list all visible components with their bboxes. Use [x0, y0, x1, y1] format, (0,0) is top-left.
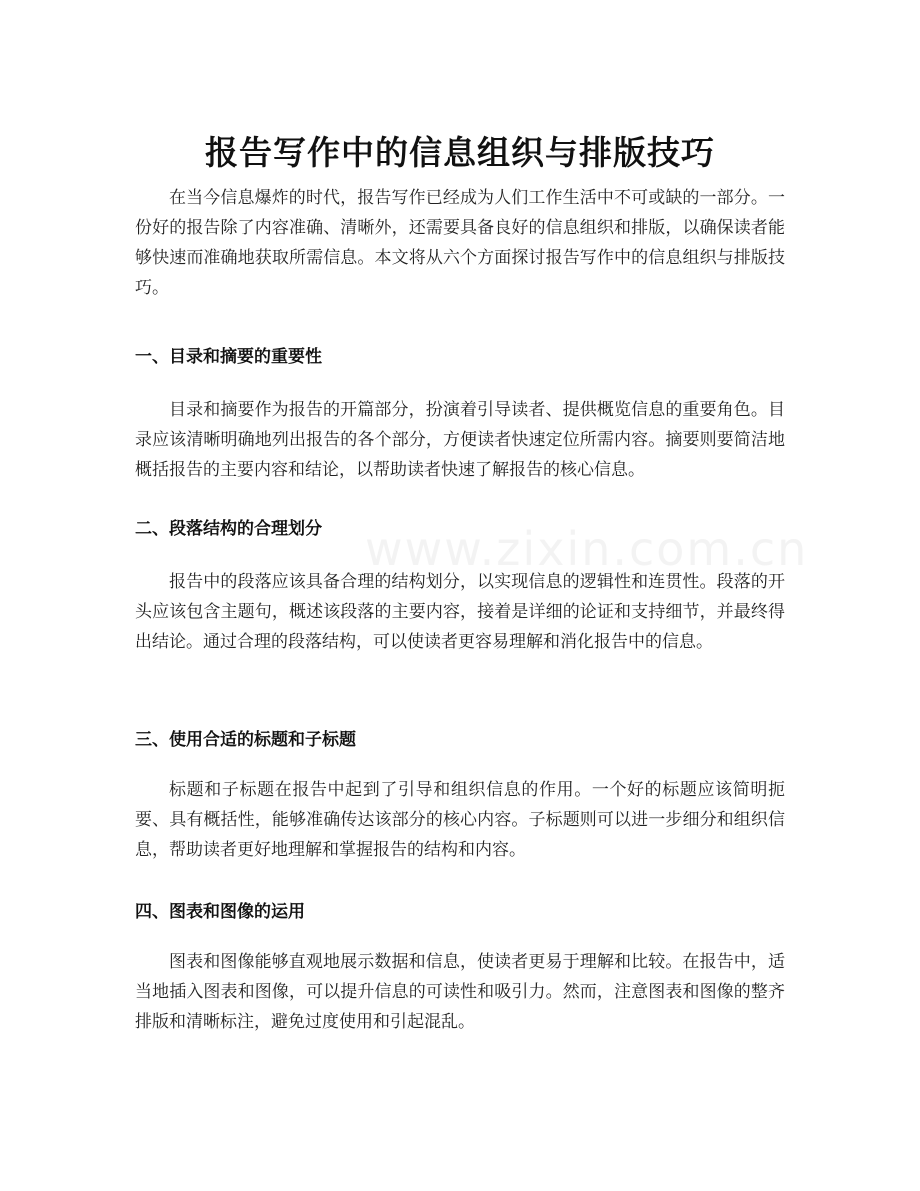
section-body-3: 标题和子标题在报告中起到了引导和组织信息的作用。一个好的标题应该简明扼要、具有概括性，能够准确传达该部分的核心内容。子标题则可以进一步细分和组织信息，帮助读者更好地理解和掌握报告的结构和内容。: [135, 780, 785, 860]
section-heading-2: 二、段落结构的合理划分: [135, 519, 322, 539]
section-heading-3: 三、使用合适的标题和子标题: [135, 730, 356, 750]
section-body-2: 报告中的段落应该具备合理的结构划分，以实现信息的逻辑性和连贯性。段落的开头应该包含主题句，概述该段落的主要内容，接着是详细的论证和支持细节，并最终得出结论。通过合理的段落结构，可以使读者更容易理解和消化报告中的信息。: [135, 572, 785, 652]
intro-paragraph: 在当今信息爆炸的时代，报告写作已经成为人们工作生活中不可或缺的一部分。一份好的报告除了内容准确、清晰外，还需要具备良好的信息组织和排版，以确保读者能够快速而准确地获取所需信息。本文将从六个方面探讨报告写作中的信息组织与排版技巧。: [135, 188, 785, 298]
section-body-1: 目录和摘要作为报告的开篇部分，扮演着引导读者、提供概览信息的重要角色。目录应该清晰明确地列出报告的各个部分，方便读者快速定位所需内容。摘要则要简洁地概括报告的主要内容和结论，以帮助读者快速了解报告的核心信息。: [135, 400, 785, 480]
watermark: www.zixin.com.cn: [365, 522, 809, 576]
section-heading-4: 四、图表和图像的运用: [135, 902, 305, 922]
document-title: 报告写作中的信息组织与排版技巧: [205, 133, 715, 173]
section-body-4: 图表和图像能够直观地展示数据和信息，使读者更易于理解和比较。在报告中，适当地插入图表和图像，可以提升信息的可读性和吸引力。然而，注意图表和图像的整齐排版和清晰标注，避免过度使用和引起混乱。: [135, 952, 785, 1032]
section-heading-1: 一、目录和摘要的重要性: [135, 347, 322, 367]
